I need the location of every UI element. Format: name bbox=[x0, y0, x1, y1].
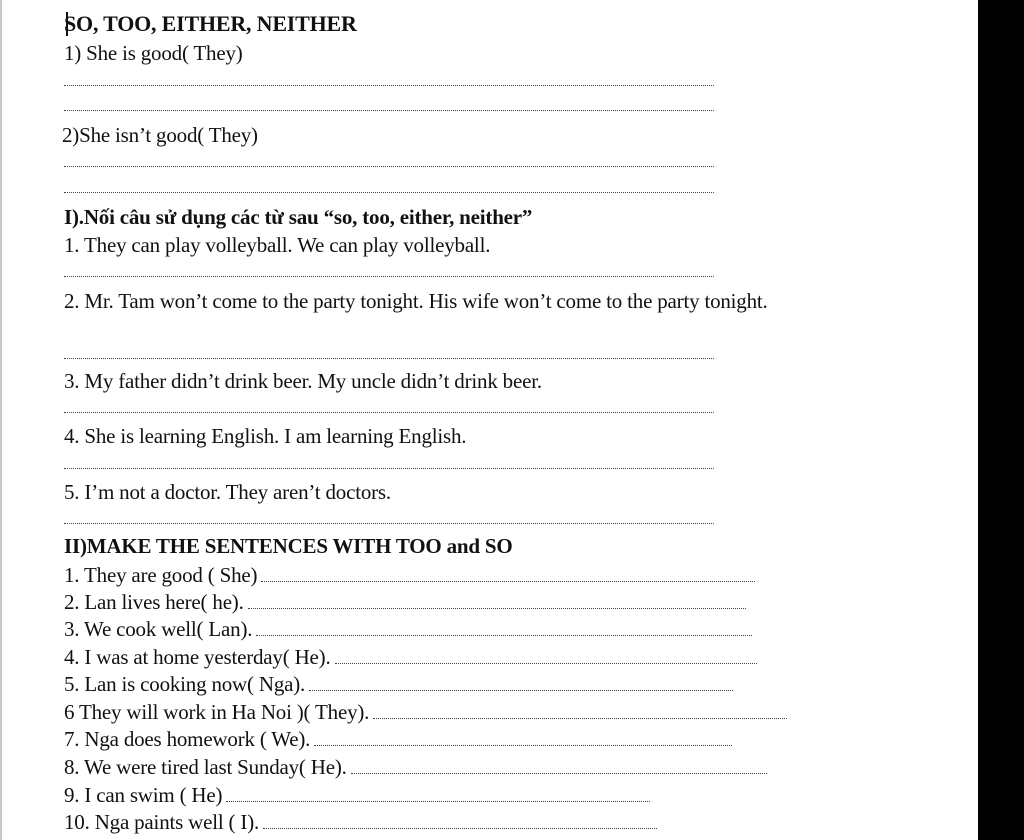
exercise-2-item bbox=[64, 810, 657, 834]
exercise-2-text: 1. They are good ( She) bbox=[64, 563, 258, 587]
answer-line[interactable] bbox=[64, 358, 714, 359]
exercise-2-item bbox=[64, 727, 732, 751]
section-2-heading: II)MAKE THE SENTENCES WITH TOO and SO bbox=[64, 534, 513, 558]
answer-line[interactable] bbox=[351, 773, 767, 774]
answer-line[interactable] bbox=[256, 635, 752, 636]
exercise-2-item bbox=[64, 563, 755, 587]
exercise-1-item: 4. She is learning English. I am learning English. bbox=[64, 424, 467, 448]
answer-line[interactable] bbox=[64, 166, 714, 167]
answer-line[interactable] bbox=[64, 192, 714, 193]
exercise-2-item bbox=[64, 672, 733, 696]
exercise-2-item bbox=[64, 617, 752, 641]
section-1-heading: I).Nối câu sử dụng các từ sau “so, too, either, neither” bbox=[64, 205, 533, 229]
answer-line[interactable] bbox=[64, 110, 714, 111]
answer-line[interactable] bbox=[335, 663, 757, 664]
answer-line[interactable] bbox=[373, 718, 787, 719]
exercise-2-text: 7. Nga does homework ( We). bbox=[64, 727, 311, 751]
answer-line[interactable] bbox=[263, 828, 657, 829]
answer-line[interactable] bbox=[226, 801, 650, 802]
exercise-2-text: 8. We were tired last Sunday( He). bbox=[64, 755, 347, 779]
exercise-1-item: 3. My father didn’t drink beer. My uncle didn’t drink beer. bbox=[64, 369, 542, 393]
answer-line[interactable] bbox=[64, 276, 714, 277]
exercise-2-text: 3. We cook well( Lan). bbox=[64, 617, 253, 641]
answer-line[interactable] bbox=[64, 412, 714, 413]
answer-line[interactable] bbox=[64, 468, 714, 469]
page-edge bbox=[0, 0, 2, 840]
exercise-2-item bbox=[64, 783, 650, 807]
exercise-2-text: 10. Nga paints well ( I). bbox=[64, 810, 260, 834]
exercise-1-item: 5. I’m not a doctor. They aren’t doctors. bbox=[64, 480, 391, 504]
exercise-2-item bbox=[64, 590, 746, 614]
exercise-1-item: 2. Mr. Tam won’t come to the party tonight. His wife won’t come to the party tonight. bbox=[64, 289, 768, 313]
exercise-2-text: 9. I can swim ( He) bbox=[64, 783, 223, 807]
exercise-2-item bbox=[64, 645, 757, 669]
document-title: SO, TOO, EITHER, NEITHER bbox=[64, 11, 357, 36]
answer-line[interactable] bbox=[248, 608, 746, 609]
exercise-2-text: 5. Lan is cooking now( Nga). bbox=[64, 672, 306, 696]
answer-line[interactable] bbox=[309, 690, 733, 691]
question-1: 1) She is good( They) bbox=[64, 41, 243, 65]
exercise-2-text: 2. Lan lives here( he). bbox=[64, 590, 244, 614]
question-2: 2)She isn’t good( They) bbox=[62, 123, 258, 147]
exercise-2-text: 6 They will work in Ha Noi )( They). bbox=[64, 700, 370, 724]
answer-line[interactable] bbox=[64, 85, 714, 86]
exercise-1-item: 1. They can play volleyball. We can play volleyball. bbox=[64, 233, 491, 257]
exercise-2-text: 4. I was at home yesterday( He). bbox=[64, 645, 331, 669]
exercise-2-item bbox=[64, 700, 787, 724]
answer-line[interactable] bbox=[261, 581, 755, 582]
answer-line[interactable] bbox=[314, 745, 732, 746]
exercise-2-item bbox=[64, 755, 767, 779]
answer-line[interactable] bbox=[64, 523, 714, 524]
